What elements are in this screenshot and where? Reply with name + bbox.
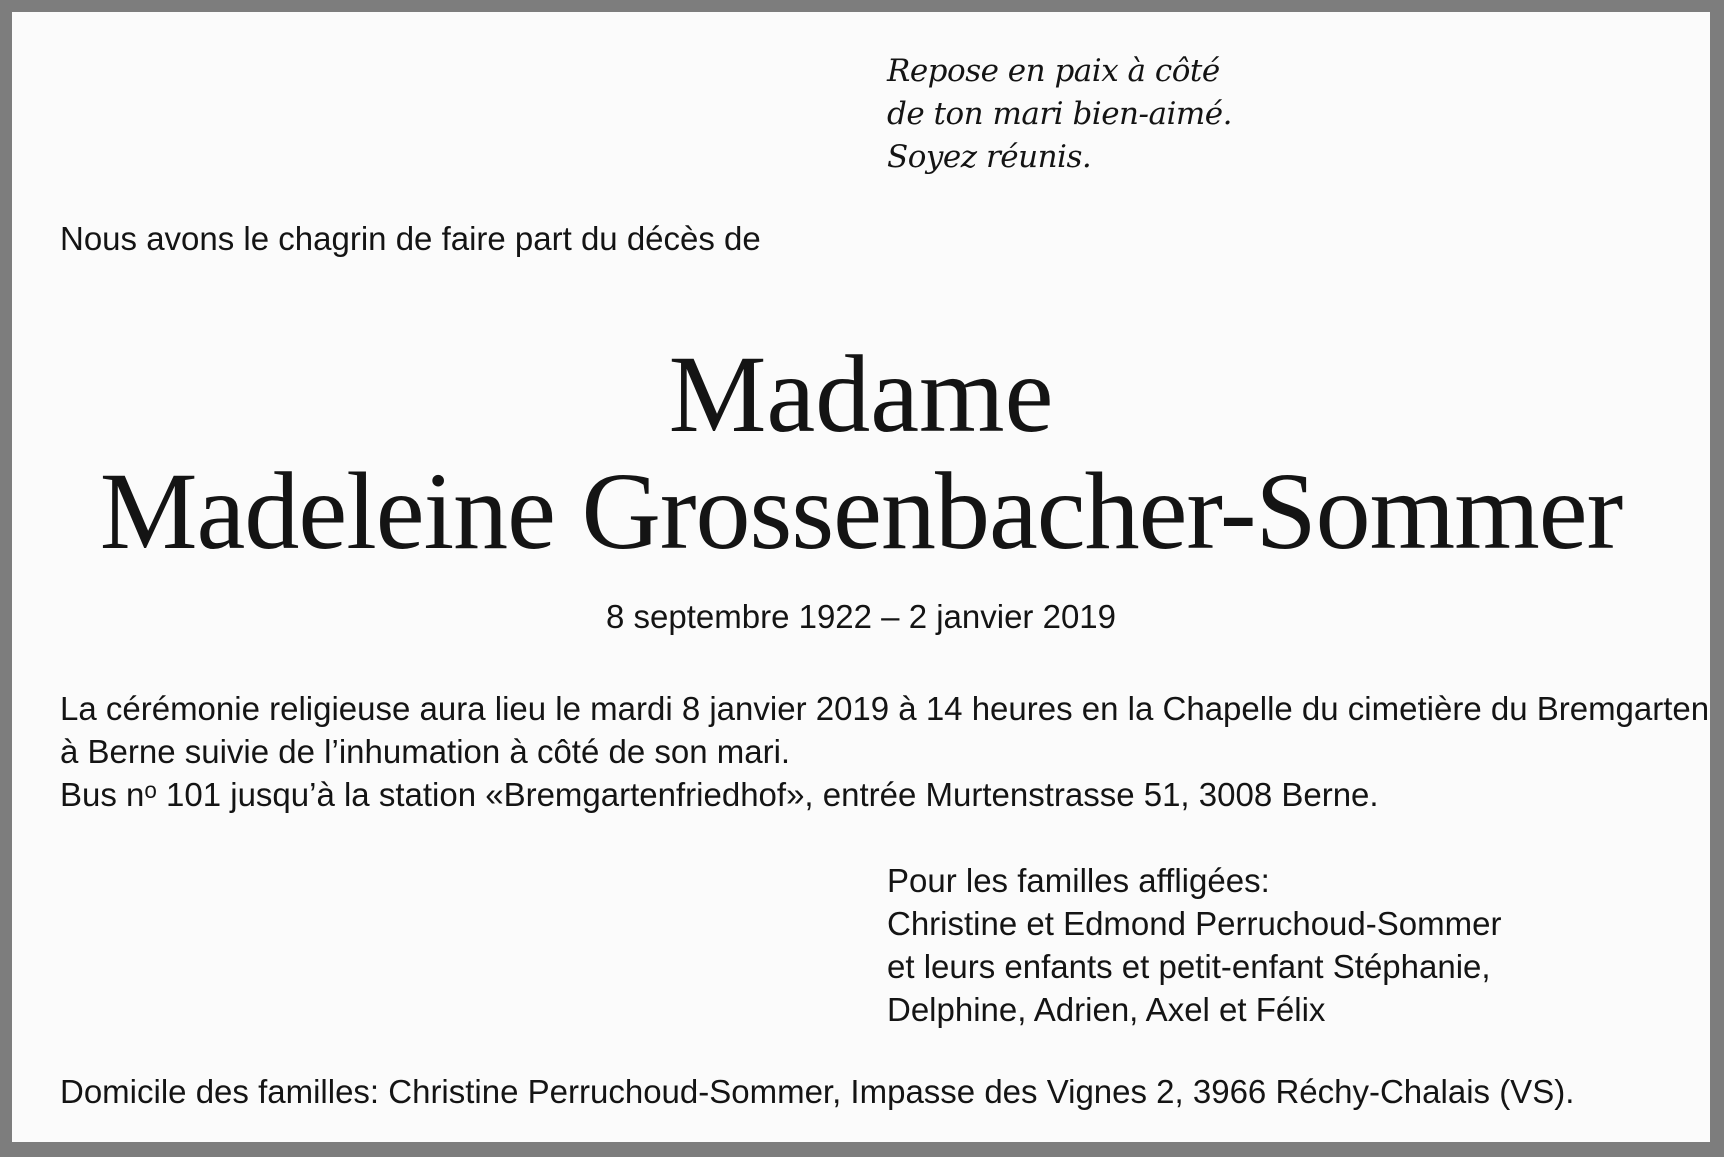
intro-text: Nous avons le chagrin de faire part du décès de bbox=[60, 220, 761, 257]
life-dates: 8 septembre 1922 – 2 janvier 2019 bbox=[605, 598, 1117, 635]
ceremony-line: La cérémonie religieuse aura lieu le mardi 8 janvier 2019 à 14 heures en la Chapelle du cimetière du Bremgarten bbox=[60, 690, 1710, 727]
motto-line: Repose en paix à côté bbox=[887, 53, 1220, 89]
families-line: Christine et Edmond Perruchoud-Sommer bbox=[887, 905, 1502, 942]
ceremony-line: à Berne suivie de l’inhumation à côté de son mari. bbox=[60, 733, 791, 770]
families-line: Pour les familles affligées: bbox=[887, 862, 1270, 899]
families-line: et leurs enfants et petit-enfant Stéphanie, bbox=[887, 948, 1491, 985]
family-domicile: Domicile des familles: Christine Perruchoud-Sommer, Impasse des Vignes 2, 3966 Réchy-Chalais (VS). bbox=[60, 1073, 1575, 1110]
obituary-notice bbox=[12, 12, 1710, 1142]
motto-line: de ton mari bien-aimé. bbox=[887, 96, 1232, 132]
families-signature bbox=[887, 859, 1501, 1031]
honorific-title: Madame bbox=[668, 333, 1054, 455]
deceased-name: Madeleine Grossenbacher-Sommer bbox=[99, 450, 1623, 572]
motto-line: Soyez réunis. bbox=[887, 139, 1092, 175]
motto-verse bbox=[887, 50, 1232, 179]
families-line: Delphine, Adrien, Axel et Félix bbox=[887, 991, 1326, 1028]
ceremony-line: Bus nᵒ 101 jusqu’à la station «Bremgartenfriedhof», entrée Murtenstrasse 51, 3008 Berne. bbox=[60, 776, 1379, 813]
ceremony-details bbox=[60, 687, 1709, 816]
